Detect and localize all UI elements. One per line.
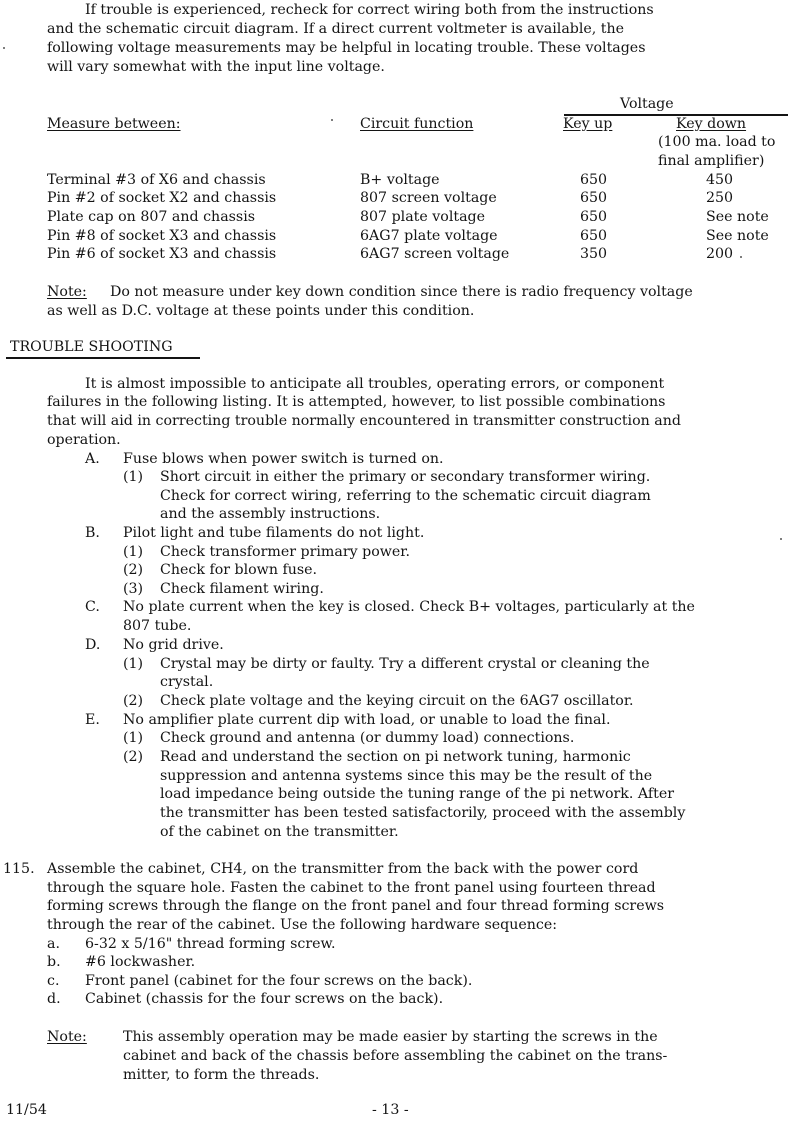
sub-num: (2) [123, 693, 144, 709]
list-letter: B. [85, 525, 100, 541]
sub-text: Check for blown fuse. [160, 562, 318, 578]
table-row [0, 171, 800, 190]
list-text: No plate current when the key is closed. Check B+ voltages, particularly at the [123, 599, 695, 615]
hardware-item: 6-32 x 5/16" thread forming screw. [85, 936, 336, 952]
cell-function: 807 plate voltage [360, 209, 486, 225]
sub-text: Crystal may be dirty or faulty. Try a different crystal or cleaning the [160, 656, 650, 672]
table-row [0, 189, 800, 208]
cell-key-down: 450 [706, 172, 734, 188]
sub-num: (1) [123, 469, 144, 485]
sub-text: suppression and antenna systems since this may be the result of the [160, 768, 653, 784]
intro-line: It is almost impossible to anticipate all troubles, operating errors, or component [85, 376, 665, 392]
hardware-item: Front panel (cabinet for the four screws on the back). [85, 973, 473, 989]
column-header-key-up: Key up [563, 116, 613, 132]
list-text: No grid drive. [123, 637, 224, 653]
key-down-subnote: final amplifier) [658, 153, 765, 169]
cell-key-down: See note [706, 209, 769, 225]
scan-speck [3, 47, 5, 49]
key-down-subnote: (100 ma. load to [658, 134, 776, 150]
sub-text: Read and understand the section on pi network tuning, harmonic [160, 749, 631, 765]
cell-function: 807 screen voltage [360, 190, 497, 206]
intro-line: operation. [47, 432, 121, 448]
cell-key-up: 650 [580, 209, 608, 225]
intro-line: that will aid in correcting trouble normally encountered in transmitter construction and [47, 413, 681, 429]
table-row [0, 227, 800, 246]
step-text: Assemble the cabinet, CH4, on the transmitter from the back with the power cord [47, 861, 639, 877]
note-label: Note: [47, 284, 87, 300]
cell-key-up: 350 [580, 246, 608, 262]
cell-key-up: 650 [580, 228, 608, 244]
sub-num: (2) [123, 749, 144, 765]
list-text: No amplifier plate current dip with load, or unable to load the final. [123, 712, 611, 728]
note-text: as well as D.C. voltage at these points under this condition. [47, 303, 475, 319]
sub-text: Check plate voltage and the keying circuit on the 6AG7 oscillator. [160, 693, 634, 709]
sub-text: Check filament wiring. [160, 581, 324, 597]
note-text: mitter, to form the threads. [123, 1067, 320, 1083]
cell-measure: Pin #2 of socket X2 and chassis [47, 190, 277, 206]
cell-measure: Pin #8 of socket X3 and chassis [47, 228, 277, 244]
column-header-function: Circuit function [360, 116, 474, 132]
column-header-measure: Measure between: [47, 116, 181, 132]
intro-line: failures in the following listing. It is attempted, however, to list possible combinations [47, 394, 666, 410]
cell-measure: Plate cap on 807 and chassis [47, 209, 256, 225]
cell-key-up: 650 [580, 190, 608, 206]
list-letter: A. [85, 451, 100, 467]
sub-text: Short circuit in either the primary or secondary transformer wiring. [160, 469, 651, 485]
hardware-letter: b. [47, 954, 61, 970]
table-row [0, 245, 800, 264]
cell-function: 6AG7 screen voltage [360, 246, 510, 262]
footer-date: 11/54 [6, 1102, 47, 1118]
scan-speck [331, 119, 333, 121]
sub-num: (1) [123, 544, 144, 560]
scan-speck [740, 256, 742, 258]
hardware-item: Cabinet (chassis for the four screws on the back). [85, 991, 444, 1007]
scan-speck [780, 538, 782, 540]
sub-num: (2) [123, 562, 144, 578]
note-label: Note: [47, 1029, 87, 1045]
sub-text: load impedance being outside the tuning range of the pi network. After [160, 786, 675, 802]
cell-key-down: 250 [706, 190, 734, 206]
list-text: 807 tube. [123, 618, 192, 634]
hardware-letter: c. [47, 973, 60, 989]
voltage-group-header: Voltage [620, 96, 674, 112]
sub-num: (3) [123, 581, 144, 597]
list-letter: D. [85, 637, 101, 653]
list-letter: C. [85, 599, 100, 615]
sub-text: the transmitter has been tested satisfactorily, proceed with the assembly [160, 805, 686, 821]
sub-num: (1) [123, 730, 144, 746]
cell-measure: Terminal #3 of X6 and chassis [47, 172, 266, 188]
sub-text: Check transformer primary power. [160, 544, 411, 560]
step-text: through the square hole. Fasten the cabinet to the front panel using fourteen thread [47, 880, 656, 896]
cell-key-up: 650 [580, 172, 608, 188]
page-number: - 13 - [372, 1102, 409, 1118]
intro-line: If trouble is experienced, recheck for correct wiring both from the instructions [85, 2, 654, 18]
heading-underline [6, 357, 200, 359]
sub-num: (1) [123, 656, 144, 672]
note-text: This assembly operation may be made easier by starting the screws in the [123, 1029, 658, 1045]
sub-text: crystal. [160, 674, 214, 690]
intro-line: will vary somewhat with the input line voltage. [47, 59, 385, 75]
cell-function: 6AG7 plate voltage [360, 228, 498, 244]
cell-function: B+ voltage [360, 172, 440, 188]
sub-text: Check ground and antenna (or dummy load) connections. [160, 730, 575, 746]
hardware-letter: a. [47, 936, 60, 952]
hardware-item: #6 lockwasher. [85, 954, 196, 970]
intro-line: and the schematic circuit diagram. If a direct current voltmeter is available, the [47, 21, 625, 37]
sub-text: of the cabinet on the transmitter. [160, 824, 399, 840]
cell-key-down: See note [706, 228, 769, 244]
intro-line: following voltage measurements may be helpful in locating trouble. These voltages [47, 40, 646, 56]
note-text: cabinet and back of the chassis before assembling the cabinet on the trans- [123, 1048, 668, 1064]
cell-measure: Pin #6 of socket X3 and chassis [47, 246, 277, 262]
sub-text: and the assembly instructions. [160, 506, 381, 522]
table-row [0, 208, 800, 227]
column-header-key-down: Key down [676, 116, 747, 132]
note-text: Do not measure under key down condition since there is radio frequency voltage [110, 284, 693, 300]
list-letter: E. [85, 712, 100, 728]
list-text: Fuse blows when power switch is turned on. [123, 451, 444, 467]
step-number: 115. [3, 861, 35, 877]
sub-text: Check for correct wiring, referring to the schematic circuit diagram [160, 488, 651, 504]
hardware-letter: d. [47, 991, 61, 1007]
section-heading-troubleshooting: TROUBLE SHOOTING [10, 339, 173, 355]
step-text: forming screws through the flange on the front panel and four thread forming screws [47, 898, 665, 914]
step-text: through the rear of the cabinet. Use the following hardware sequence: [47, 917, 558, 933]
cell-key-down: 200 [706, 246, 734, 262]
list-text: Pilot light and tube filaments do not light. [123, 525, 425, 541]
